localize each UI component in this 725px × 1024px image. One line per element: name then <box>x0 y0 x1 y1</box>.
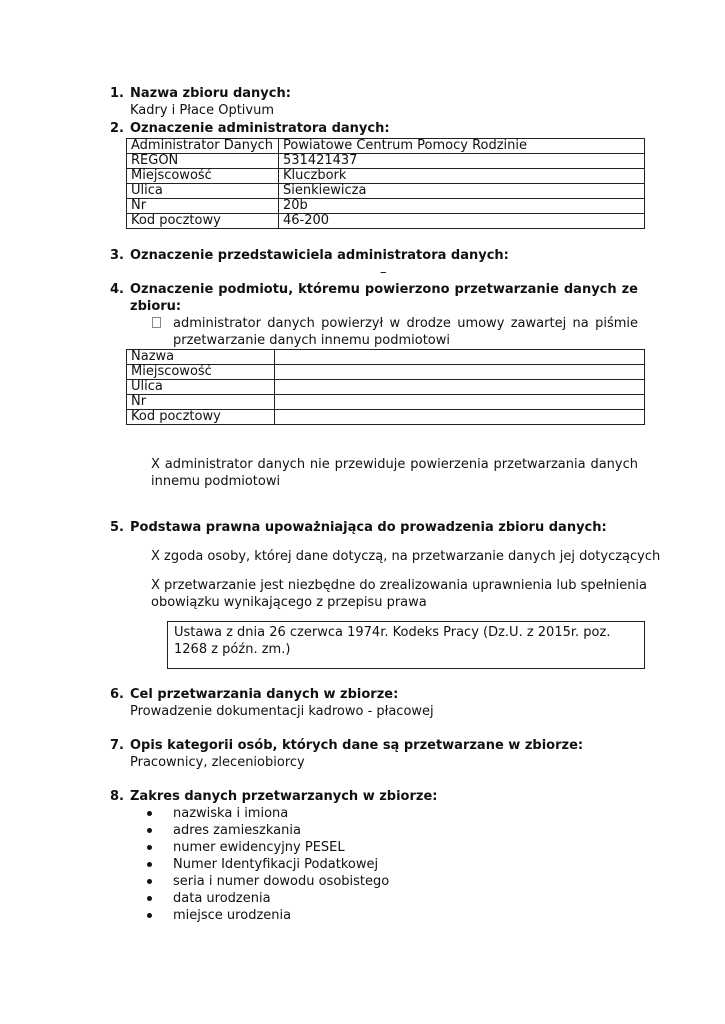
representative-value: – <box>380 265 387 280</box>
table-cell-label: Kod pocztowy <box>127 214 279 229</box>
legal-basis-consent: X zgoda osoby, której dane dotyczą, na przetwarzanie danych jej dotyczących <box>151 549 661 564</box>
table-cell-label: Kod pocztowy <box>127 410 275 425</box>
section-number: 4. <box>110 282 124 297</box>
section-number: 8. <box>110 789 124 804</box>
table-row <box>127 380 645 395</box>
table-cell-value <box>275 395 645 410</box>
section-heading-person-categories: Opis kategorii osób, których dane są przetwarzane w zbiorze: <box>130 738 584 753</box>
entrusted-entity-table <box>126 349 645 425</box>
list-item: miejsce urodzenia <box>145 907 389 924</box>
entrust-option-text: administrator danych powierzył w drodze umowy zawartej na piśmie <box>173 316 638 331</box>
table-cell-value: Powiatowe Centrum Pomocy Rodzinie <box>279 139 645 154</box>
section-heading-data-scope: Zakres danych przetwarzanych w zbiorze: <box>130 789 438 804</box>
table-row <box>127 410 645 425</box>
section-number: 7. <box>110 738 124 753</box>
section-heading-representative: Oznaczenie przedstawiciela administratora danych: <box>130 248 509 263</box>
administrator-table <box>126 138 645 229</box>
section-number: 6. <box>110 687 124 702</box>
table-cell-value <box>275 350 645 365</box>
table-cell-value <box>275 410 645 425</box>
table-cell-value <box>275 365 645 380</box>
data-scope-list <box>145 805 389 924</box>
table-row <box>127 199 645 214</box>
table-row <box>127 169 645 184</box>
table-cell-value: 46-200 <box>279 214 645 229</box>
dataset-name-value: Kadry i Płace Optivum <box>130 103 274 118</box>
table-cell-value: Kluczbork <box>279 169 645 184</box>
section-heading-administrator: Oznaczenie administratora danych: <box>130 121 390 136</box>
table-cell-label: Nr <box>127 395 275 410</box>
list-item: nazwiska i imiona <box>145 805 389 822</box>
list-item: adres zamieszkania <box>145 822 389 839</box>
section-heading-entrusted-entity-cont: zbioru: <box>130 299 182 314</box>
list-item: Numer Identyfikacji Podatkowej <box>145 856 389 873</box>
table-cell-label: Nr <box>127 199 279 214</box>
table-cell-value <box>275 380 645 395</box>
entrust-option-text-cont: przetwarzanie danych innemu podmiotowi <box>173 333 451 348</box>
table-row <box>127 214 645 229</box>
table-cell-label: Nazwa <box>127 350 275 365</box>
section-heading-purpose: Cel przetwarzania danych w zbiorze: <box>130 687 399 702</box>
table-cell-label: Miejscowość <box>127 169 279 184</box>
table-cell-value: 20b <box>279 199 645 214</box>
table-row <box>127 139 645 154</box>
table-row <box>127 395 645 410</box>
table-cell-label: Ulica <box>127 380 275 395</box>
entrust-option-checkbox[interactable] <box>152 317 161 328</box>
legal-basis-obligation-cont: obowiązku wynikającego z przepisu prawa <box>151 595 427 610</box>
legal-basis-obligation: X przetwarzanie jest niezbędne do zrealizowania uprawnienia lub spełnienia <box>151 578 648 593</box>
table-cell-label: Ulica <box>127 184 279 199</box>
section-heading-entrusted-entity: Oznaczenie podmiotu, któremu powierzono przetwarzanie danych ze <box>130 282 638 297</box>
list-item: data urodzenia <box>145 890 389 907</box>
table-row <box>127 350 645 365</box>
section-number: 5. <box>110 520 124 535</box>
no-entrust-option-text-cont: innemu podmiotowi <box>151 474 281 489</box>
table-cell-label: Miejscowość <box>127 365 275 380</box>
table-cell-value: Sienkiewicza <box>279 184 645 199</box>
list-item: seria i numer dowodu osobistego <box>145 873 389 890</box>
table-row <box>127 365 645 380</box>
table-cell-label: REGON <box>127 154 279 169</box>
section-number: 1. <box>110 86 124 101</box>
person-categories-value: Pracownicy, zleceniobiorcy <box>130 755 305 770</box>
section-number: 3. <box>110 248 124 263</box>
table-cell-label: Administrator Danych <box>127 139 279 154</box>
table-row <box>127 154 645 169</box>
legal-act-box: Ustawa z dnia 26 czerwca 1974r. Kodeks Pracy (Dz.U. z 2015r. poz. 1268 z późn. zm.) <box>167 621 645 669</box>
section-number: 2. <box>110 121 124 136</box>
table-row <box>127 184 645 199</box>
section-heading-dataset-name: Nazwa zbioru danych: <box>130 86 291 101</box>
no-entrust-option-text: X administrator danych nie przewiduje powierzenia przetwarzania danych <box>151 457 638 472</box>
list-item: numer ewidencyjny PESEL <box>145 839 389 856</box>
section-heading-legal-basis: Podstawa prawna upoważniająca do prowadzenia zbioru danych: <box>130 520 607 535</box>
table-cell-value: 531421437 <box>279 154 645 169</box>
purpose-value: Prowadzenie dokumentacji kadrowo - płacowej <box>130 704 434 719</box>
